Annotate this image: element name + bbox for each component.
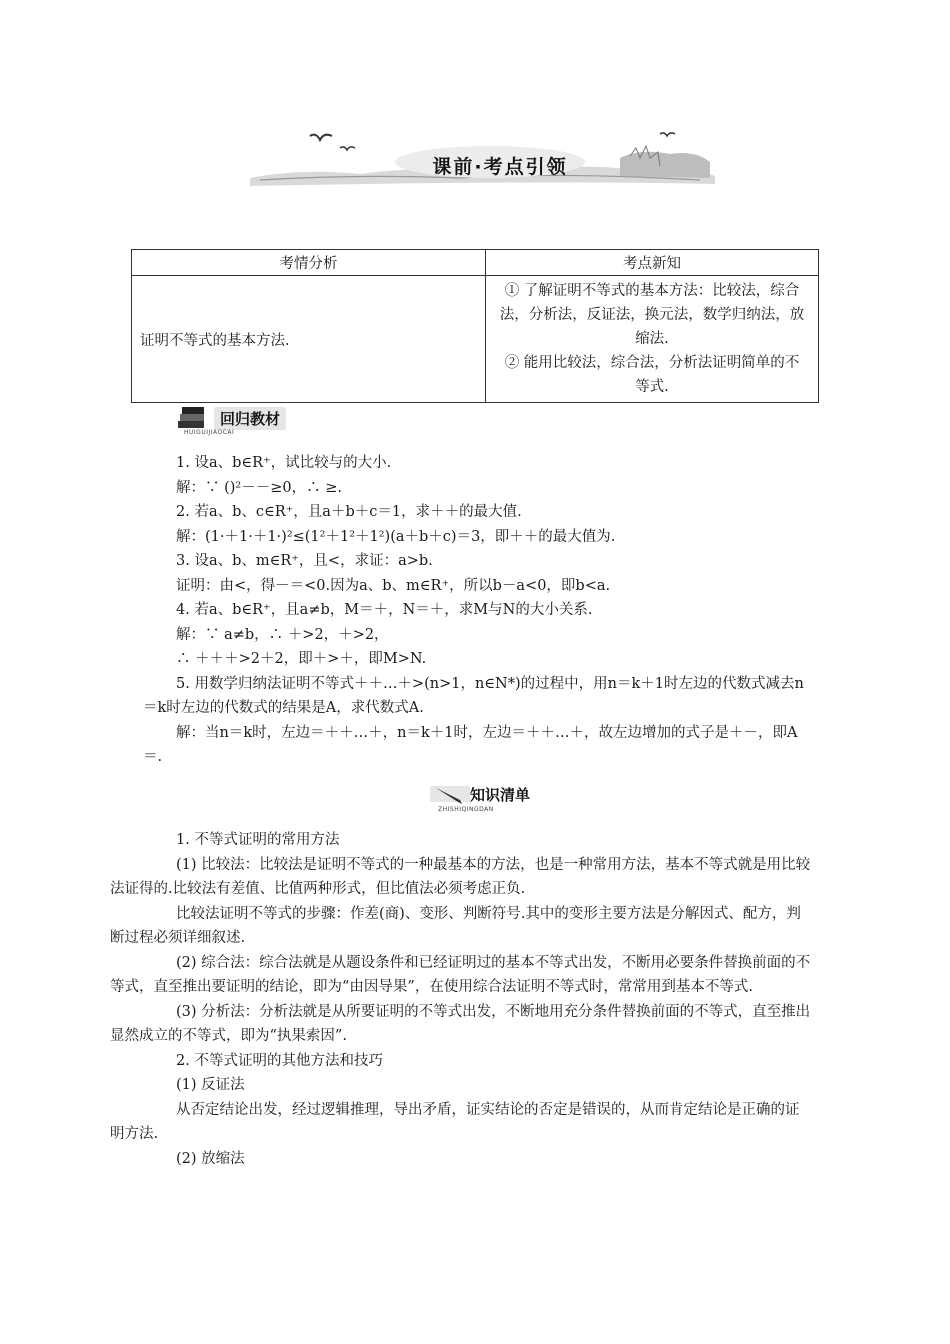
section-label: 回归教材 [214,407,286,430]
knowledge-paragraph: 比较法证明不等式的步骤：作差(商)、变形、判断符号.其中的变形主要方法是分解因式、配方，判断过程必须详细叙述. [110,905,801,946]
section-banner [240,128,720,192]
answer-4-line-2: ∴ ＋＋＋>2＋2，即＋>＋，即M>N. [176,651,427,667]
review-content [143,451,813,770]
knowledge-heading-4: (2) 放缩法 [176,1150,245,1167]
banner-title: 课前·考点引领 [432,156,568,178]
knowledge-line: 等式. [635,379,669,395]
table-cell-knowledge [486,276,819,403]
knowledge-heading-3: (1) 反证法 [176,1077,245,1093]
question-1: 1. 设a、b∈R⁺，试比较与的大小. [176,455,392,471]
answer-1: 解：∵ ()²－－≥0，∴ ≥. [176,479,342,496]
answer-5: 解：当n＝k时，左边＝＋＋…＋，n＝k＋1时，左边＝＋＋…＋，故左边增加的式子是＋－，即A＝. [143,724,798,765]
knowledge-heading-1: 1. 不等式证明的常用方法 [176,832,340,848]
section-header-review [176,401,306,441]
section-pinyin: ZHISHIQINGDAN [438,806,494,813]
question-4: 4. 若a、b∈R⁺，且a≠b，M＝＋，N＝＋，求M与N的大小关系. [176,602,593,618]
knowledge-paragraph: (1) 比较法：比较法是证明不等式的一种最基本的方法，也是一种常用方法，基本不等式就是用比较法证得的.比较法有差值、比值两种形式，但比值法必须考虑正负. [110,856,811,897]
question-2: 2. 若a、b、c∈R⁺，且a＋b＋c＝1，求＋＋的最大值. [176,504,522,520]
section-pinyin: HUIGUIJIAOCAI [184,429,235,436]
knowledge-line: 法，分析法，反证法，换元法，数学归纳法，放 [499,307,805,323]
knowledge-paragraph: (2) 综合法：综合法就是从题设条件和已经证明过的基本不等式出发，不断用必要条件替换前面的不等式，直至推出要证明的结论，即为“由因导果”，在使用综合法证明不等式时，常常用到基本不等式. [110,954,811,995]
question-3: 3. 设a、b、m∈R⁺，且<，求证：a>b. [176,553,433,569]
table-header-new-knowledge: 考点新知 [486,250,819,276]
table-cell-analysis: 证明不等式的基本方法. [132,276,486,403]
knowledge-paragraph: 从否定结论出发，经过逻辑推理，导出矛盾，证实结论的否定是错误的，从而肯定结论是正确的证明方法. [110,1101,800,1142]
answer-2: 解：(1·＋1·＋1·)²≤(1²＋1²＋1²)(a＋b＋c)＝3，即＋＋的最大值为. [176,528,616,545]
knowledge-line: ② 能用比较法，综合法，分析法证明简单的不 [504,355,800,371]
exam-analysis-table [131,249,819,403]
knowledge-heading-2: 2. 不等式证明的其他方法和技巧 [176,1052,383,1069]
answer-3: 证明：由<，得－＝<0.因为a、b、m∈R⁺，所以b－a<0，即b<a. [176,577,611,594]
section-header-knowledge [430,778,560,818]
table-header-analysis: 考情分析 [132,250,486,276]
section-label: 知识清单 [470,786,531,804]
question-5: 5. 用数学归纳法证明不等式＋＋…＋>(n>1，n∈N*)的过程中，用n＝k＋1时左边的代数式减去n＝k时左边的代数式的结果是A，求代数式A. [143,675,804,716]
knowledge-line: 缩法. [635,331,669,347]
knowledge-line: ① 了解证明不等式的基本方法：比较法，综合 [504,283,800,299]
answer-4-line-1: 解：∵ a≠b，∴ ＋>2，＋>2， [176,626,389,643]
knowledge-paragraph: (3) 分析法：分析法就是从所要证明的不等式出发，不断地用充分条件替换前面的不等式，直至推出显然成立的不等式，即为“执果索因”. [110,1003,811,1044]
knowledge-content [110,828,813,1171]
